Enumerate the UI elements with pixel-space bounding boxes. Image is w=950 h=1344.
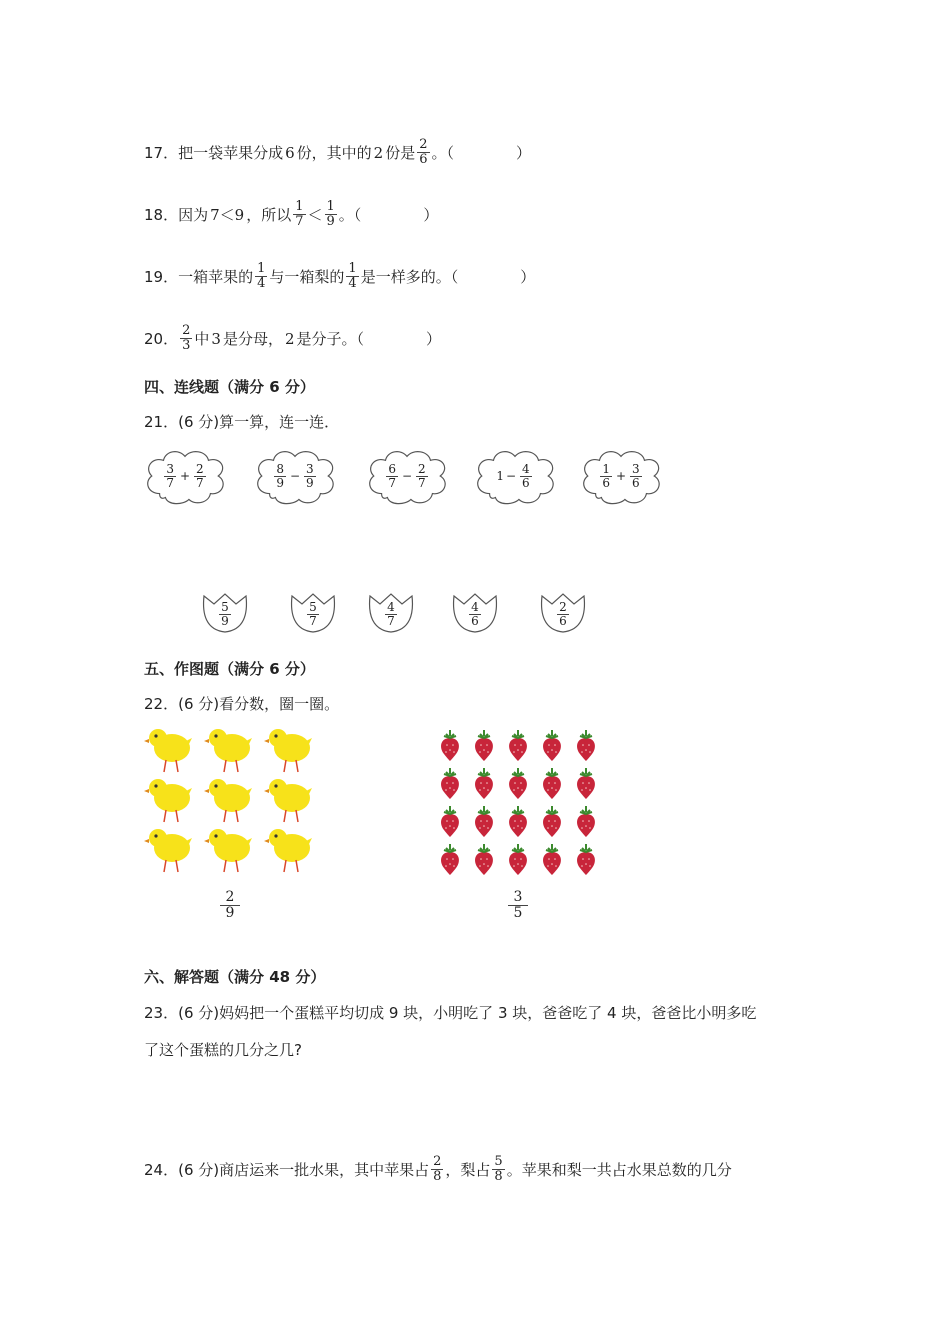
chick-fraction bbox=[218, 890, 242, 921]
section-6-title: 六、解答题（满分 48 分） bbox=[144, 968, 326, 986]
operator: − bbox=[505, 469, 517, 483]
strawberry-icon[interactable] bbox=[475, 730, 493, 761]
question-20 bbox=[144, 324, 441, 353]
fraction bbox=[417, 138, 429, 167]
question-text: 中 bbox=[194, 329, 210, 348]
strawberry-icon[interactable] bbox=[475, 844, 493, 875]
fraction bbox=[431, 1155, 443, 1184]
question-number: 19． bbox=[144, 267, 179, 286]
tulip-fraction[interactable] bbox=[200, 592, 250, 636]
operator: − bbox=[289, 469, 301, 483]
question-number: 21． bbox=[144, 413, 179, 431]
denominator: 7 bbox=[166, 475, 174, 490]
number: 3 bbox=[211, 329, 221, 348]
strawberry-icon[interactable] bbox=[577, 806, 595, 837]
denominator: 7 bbox=[309, 613, 317, 628]
paren-close: ） bbox=[516, 143, 532, 162]
chick-icon[interactable] bbox=[204, 729, 252, 772]
denominator: 7 bbox=[388, 475, 396, 490]
strawberry-icon[interactable] bbox=[509, 844, 527, 875]
numerator: 5 bbox=[494, 1154, 503, 1169]
fraction bbox=[293, 200, 305, 229]
section-5-title: 五、作图题（满分 6 分） bbox=[144, 660, 315, 678]
chick-icon[interactable] bbox=[144, 729, 192, 772]
numerator: 5 bbox=[309, 599, 317, 614]
numerator: 3 bbox=[166, 461, 174, 476]
denominator: 7 bbox=[295, 214, 304, 229]
question-text: 份，其中的 bbox=[296, 143, 372, 162]
denominator: 8 bbox=[433, 1169, 442, 1184]
cloud-expression[interactable] bbox=[364, 444, 450, 508]
question-23-line2: 了这个蛋糕的几分之几? bbox=[144, 1041, 302, 1059]
chick-icon[interactable] bbox=[144, 779, 192, 822]
question-18 bbox=[144, 200, 438, 229]
operator: + bbox=[179, 469, 191, 483]
denominator: 6 bbox=[602, 475, 610, 490]
question-17 bbox=[144, 138, 531, 167]
question-number: 22． bbox=[144, 695, 179, 713]
strawberry-icon[interactable] bbox=[475, 768, 493, 799]
number: 7＜9 bbox=[210, 205, 245, 224]
question-text: 算一算，连一连． bbox=[219, 413, 340, 431]
numerator: 1 bbox=[295, 199, 304, 214]
question-text: 。苹果和梨一共占水果总数的几分 bbox=[506, 1160, 732, 1179]
question-22 bbox=[144, 694, 339, 714]
fraction bbox=[325, 200, 337, 229]
denominator: 7 bbox=[196, 475, 204, 490]
denominator: 3 bbox=[182, 338, 191, 353]
number: 2 bbox=[373, 143, 384, 162]
denominator: 7 bbox=[387, 613, 395, 628]
numerator: 3 bbox=[513, 889, 523, 905]
question-24 bbox=[144, 1155, 732, 1184]
less-than: ＜ bbox=[307, 205, 323, 224]
numerator: 3 bbox=[632, 461, 640, 476]
fraction bbox=[180, 324, 192, 353]
question-text: 份是 bbox=[385, 143, 416, 162]
question-21 bbox=[144, 412, 339, 432]
strawberry-icon[interactable] bbox=[577, 730, 595, 761]
cloud-expression[interactable] bbox=[142, 444, 228, 508]
strawberry-icon[interactable] bbox=[441, 768, 459, 799]
fraction bbox=[219, 601, 231, 628]
fraction bbox=[307, 601, 319, 628]
fraction bbox=[194, 463, 206, 490]
numerator: 4 bbox=[471, 599, 479, 614]
question-number: 18． bbox=[144, 205, 179, 224]
denominator: 6 bbox=[522, 475, 530, 490]
numerator: 8 bbox=[276, 461, 284, 476]
strawberry-icon[interactable] bbox=[475, 806, 493, 837]
numerator: 2 bbox=[419, 137, 428, 152]
numerator: 3 bbox=[306, 461, 314, 476]
question-text: 是分母， bbox=[222, 329, 283, 348]
denominator: 6 bbox=[632, 475, 640, 490]
question-text: 24．(6 分)商店运来一批水果，其中苹果占 bbox=[144, 1160, 430, 1179]
fraction bbox=[346, 262, 358, 291]
question-text: 是一样多的。（ bbox=[360, 267, 459, 286]
cloud-expression[interactable] bbox=[252, 444, 338, 508]
fraction bbox=[304, 463, 316, 490]
strawberry-icon[interactable] bbox=[441, 806, 459, 837]
strawberry-icon[interactable] bbox=[543, 730, 561, 761]
operator: − bbox=[401, 469, 413, 483]
fraction bbox=[255, 262, 267, 291]
numerator: 2 bbox=[182, 323, 191, 338]
tulip-fraction[interactable] bbox=[538, 592, 588, 636]
numerator: 1 bbox=[326, 199, 335, 214]
denominator: 6 bbox=[419, 152, 428, 167]
denominator: 9 bbox=[306, 475, 314, 490]
cloud-expression[interactable] bbox=[472, 444, 558, 508]
denominator: 9 bbox=[276, 475, 284, 490]
denominator: 9 bbox=[225, 905, 235, 921]
strawberry-grid[interactable] bbox=[432, 724, 608, 880]
strawberry-icon[interactable] bbox=[577, 768, 595, 799]
fraction bbox=[557, 601, 569, 628]
strawberry-icon[interactable] bbox=[543, 844, 561, 875]
question-text: ，梨占 bbox=[445, 1160, 491, 1179]
chick-icon[interactable] bbox=[264, 779, 312, 822]
denominator: 4 bbox=[348, 276, 357, 291]
numerator: 2 bbox=[418, 461, 426, 476]
denominator: 6 bbox=[559, 613, 567, 628]
chick-icon[interactable] bbox=[204, 829, 252, 872]
fraction bbox=[274, 463, 286, 490]
numerator: 1 bbox=[257, 261, 266, 276]
denominator: 9 bbox=[326, 214, 335, 229]
chick-grid[interactable] bbox=[140, 724, 320, 884]
numerator: 2 bbox=[225, 889, 235, 905]
strawberry-fraction bbox=[506, 890, 530, 921]
denominator: 4 bbox=[257, 276, 266, 291]
numerator: 2 bbox=[196, 461, 204, 476]
chick-icon[interactable] bbox=[264, 729, 312, 772]
paren-close: ） bbox=[520, 267, 536, 286]
fraction bbox=[520, 463, 532, 490]
numerator: 4 bbox=[387, 599, 395, 614]
chick-icon[interactable] bbox=[144, 829, 192, 872]
cloud-expression[interactable] bbox=[578, 444, 664, 508]
numerator: 4 bbox=[522, 461, 530, 476]
fraction bbox=[469, 601, 481, 628]
paren-close: ） bbox=[423, 205, 439, 224]
question-score: (6 分) bbox=[178, 695, 220, 713]
tulip-fraction[interactable] bbox=[366, 592, 416, 636]
strawberry-icon[interactable] bbox=[543, 768, 561, 799]
strawberry-icon[interactable] bbox=[509, 806, 527, 837]
number: 2 bbox=[284, 329, 295, 348]
tulip-fraction[interactable] bbox=[288, 592, 338, 636]
numerator: 6 bbox=[388, 461, 396, 476]
strawberry-icon[interactable] bbox=[543, 806, 561, 837]
denominator: 6 bbox=[471, 613, 479, 628]
chick-icon[interactable] bbox=[264, 829, 312, 872]
question-text: 。（ bbox=[338, 205, 362, 224]
question-score: (6 分) bbox=[178, 413, 220, 431]
tulip-fraction[interactable] bbox=[450, 592, 500, 636]
numerator: 2 bbox=[559, 599, 567, 614]
fraction bbox=[416, 463, 428, 490]
denominator: 8 bbox=[494, 1169, 503, 1184]
fraction bbox=[386, 463, 398, 490]
question-text: 因为 bbox=[178, 205, 209, 224]
number: 6 bbox=[285, 143, 295, 162]
numerator: 1 bbox=[348, 261, 357, 276]
numerator: 1 bbox=[602, 461, 610, 476]
question-text: 把一袋苹果分成 bbox=[178, 143, 284, 162]
fraction bbox=[385, 601, 397, 628]
question-text: 。（ bbox=[431, 143, 455, 162]
strawberry-icon[interactable] bbox=[441, 844, 459, 875]
question-19 bbox=[144, 262, 535, 291]
denominator: 9 bbox=[221, 613, 229, 628]
operator: + bbox=[615, 469, 627, 483]
question-text: 看分数，圈一圈。 bbox=[219, 695, 340, 713]
numerator: 2 bbox=[433, 1154, 442, 1169]
question-23-line1: 23．(6 分)妈妈把一个蛋糕平均切成 9 块，小明吃了 3 块，爸爸吃了 4 块，爸爸比小明多吃 bbox=[144, 1004, 757, 1022]
strawberry-icon[interactable] bbox=[509, 768, 527, 799]
fraction bbox=[630, 463, 642, 490]
question-number: 20． bbox=[144, 329, 179, 348]
strawberry-icon[interactable] bbox=[441, 730, 459, 761]
strawberry-icon[interactable] bbox=[509, 730, 527, 761]
question-text: ，所以 bbox=[246, 205, 292, 224]
question-number: 17． bbox=[144, 143, 179, 162]
paren-close: ） bbox=[426, 329, 442, 348]
fraction bbox=[600, 463, 612, 490]
fraction bbox=[164, 463, 176, 490]
chick-icon[interactable] bbox=[204, 779, 252, 822]
section-4-title: 四、连线题（满分 6 分） bbox=[144, 378, 315, 396]
numerator: 5 bbox=[221, 599, 229, 614]
question-text: 是分子。（ bbox=[296, 329, 365, 348]
denominator: 5 bbox=[513, 905, 523, 921]
whole-number: 1 bbox=[496, 469, 504, 483]
question-text: 与一箱梨的 bbox=[269, 267, 345, 286]
denominator: 7 bbox=[418, 475, 426, 490]
question-text: 一箱苹果的 bbox=[178, 267, 254, 286]
strawberry-icon[interactable] bbox=[577, 844, 595, 875]
fraction bbox=[492, 1155, 504, 1184]
